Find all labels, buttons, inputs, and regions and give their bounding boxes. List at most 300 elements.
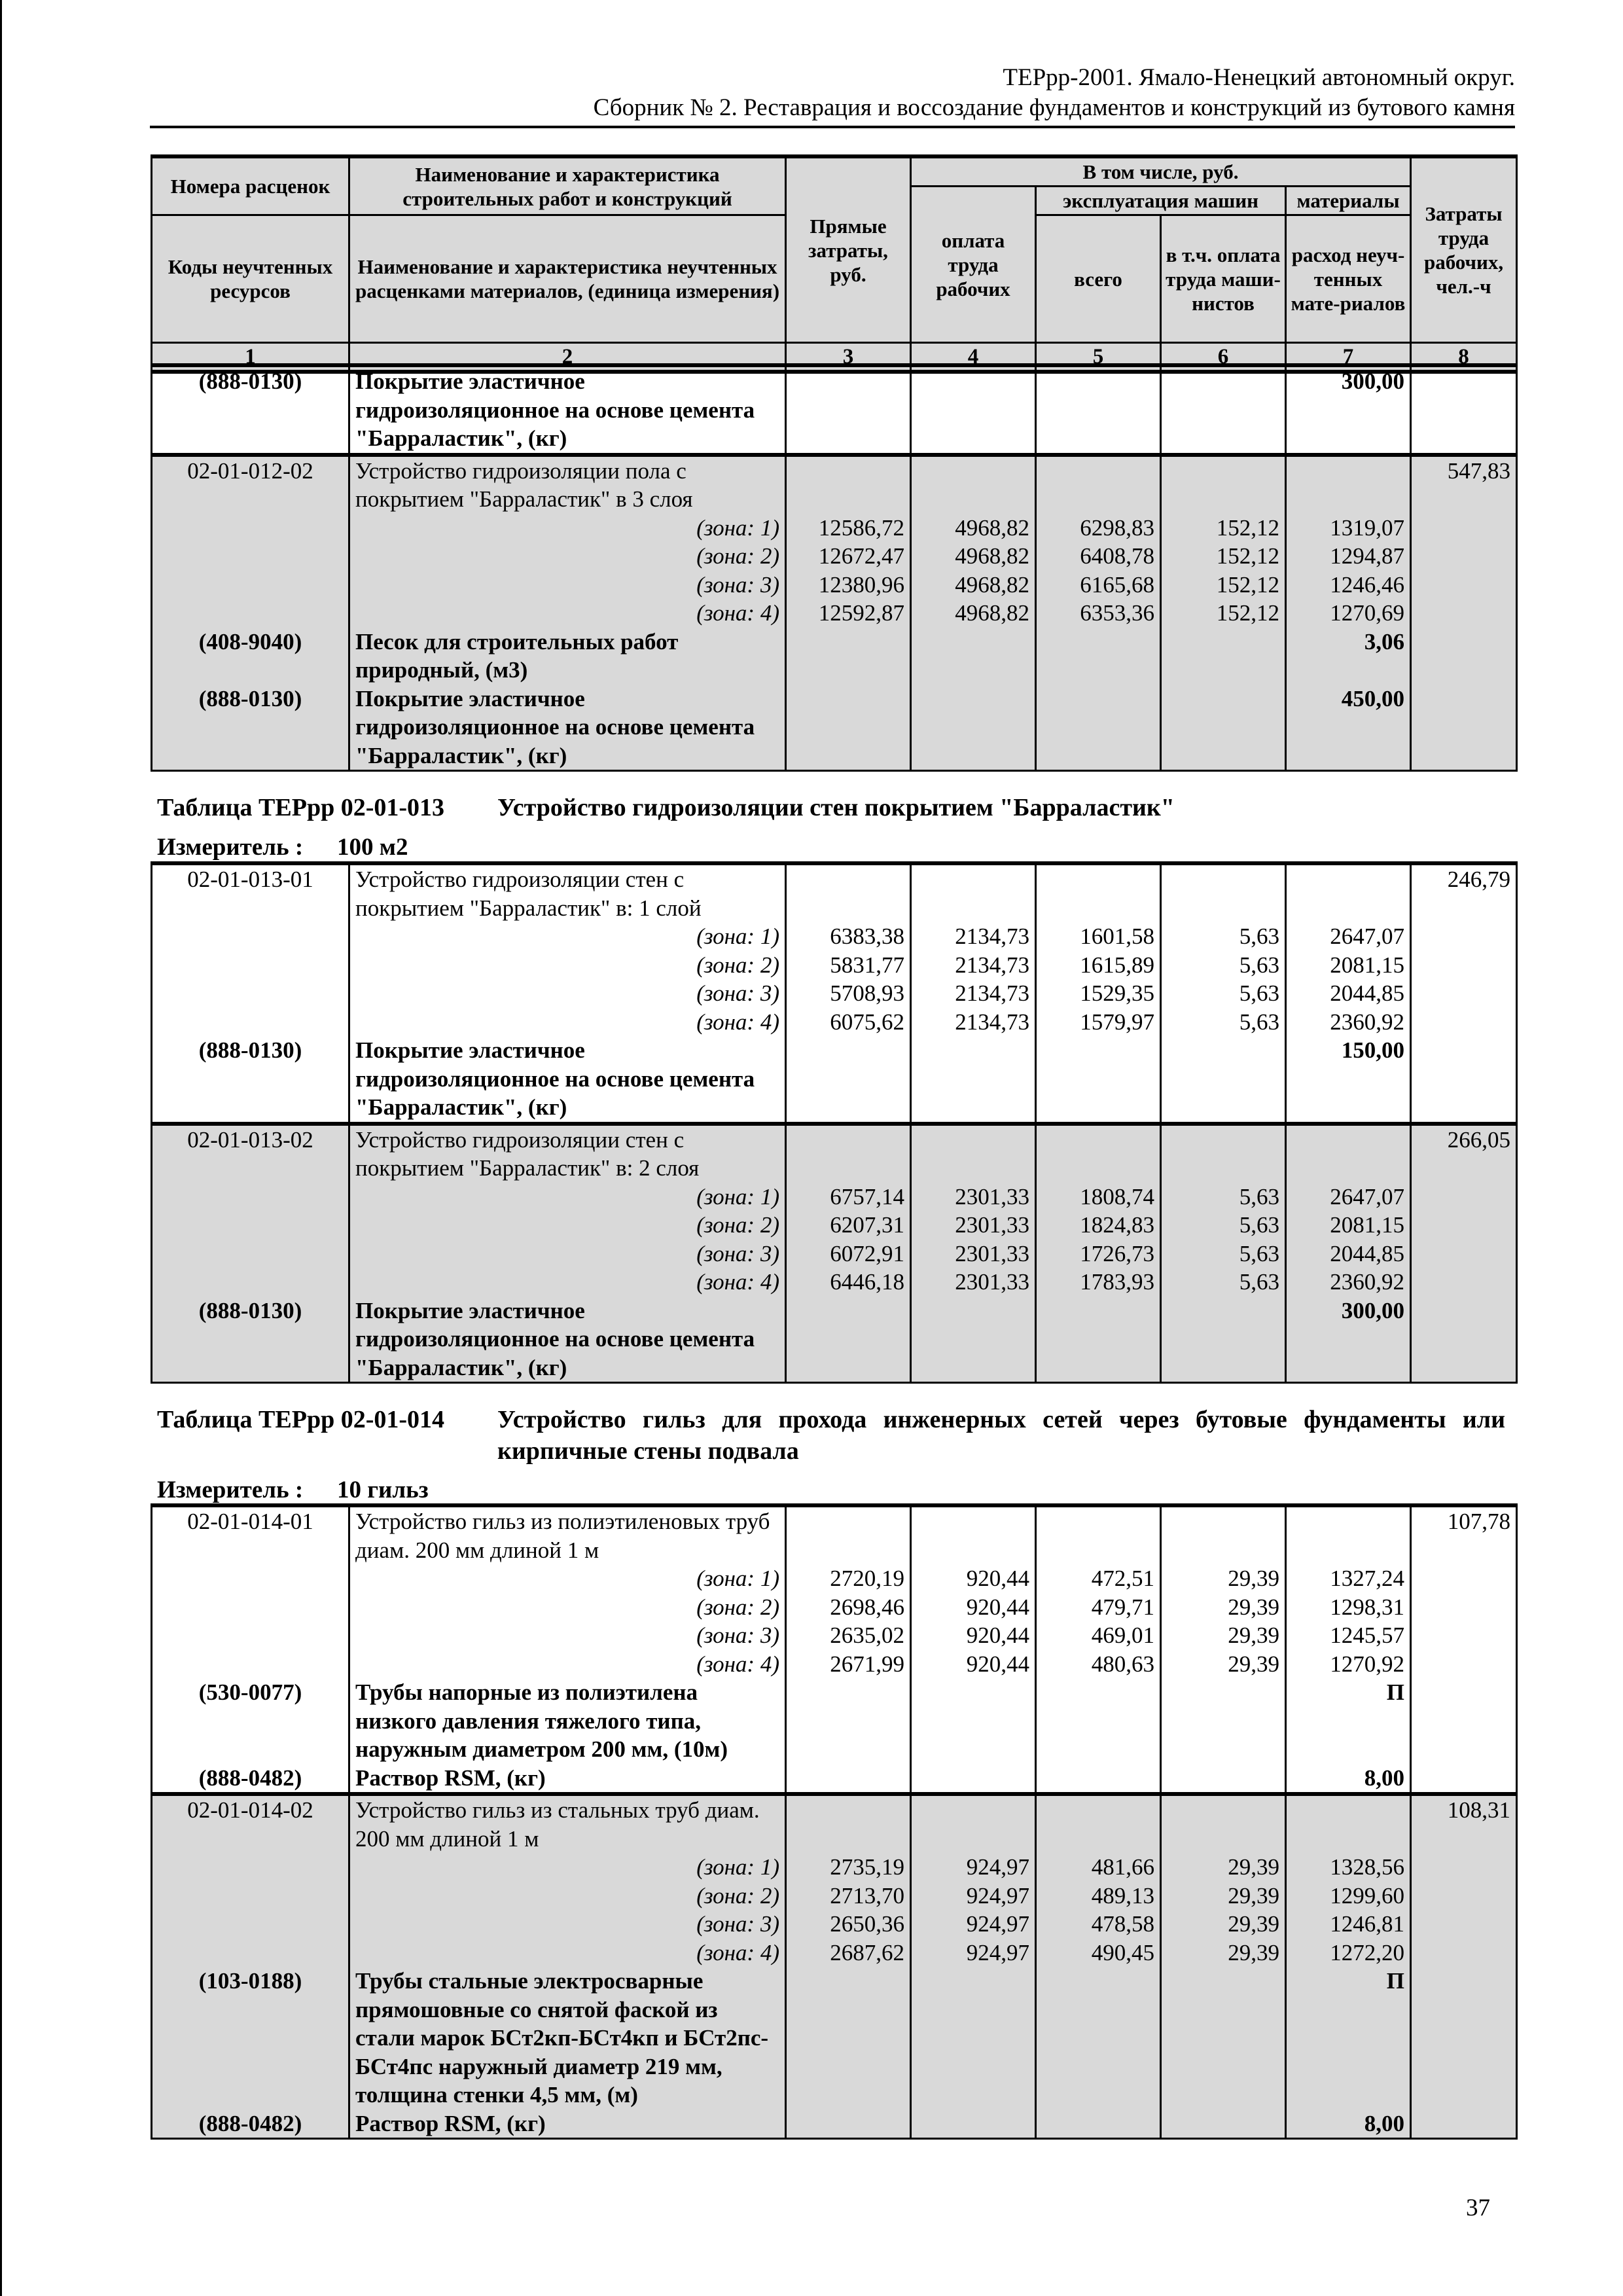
table-cell — [911, 1967, 1036, 2109]
table-cell — [1036, 1967, 1161, 2109]
table-cell: 8,00 — [1286, 2109, 1411, 2139]
table-cell — [1161, 1967, 1286, 2109]
table-cell: 02-01-014-01 — [152, 1505, 349, 1564]
table-cell — [1161, 365, 1286, 455]
table-cell — [1411, 922, 1517, 951]
table-cell — [152, 1268, 349, 1297]
table-cell: Устройство гильз из полиэтиленовых труб диам. 200 мм длиной 1 м — [349, 1505, 786, 1564]
table-cell: 29,39 — [1161, 1939, 1286, 1967]
zone-row — [152, 1593, 1517, 1622]
rate-row — [152, 1794, 1517, 1853]
table-014 — [151, 1503, 1518, 2140]
table-cell: 108,31 — [1411, 1794, 1517, 1853]
table-013-measure: Измеритель : 100 м2 — [157, 834, 408, 861]
rate-row — [152, 863, 1517, 922]
table-cell: 6757,14 — [786, 1183, 911, 1211]
table-cell: (зона: 1) — [349, 1564, 786, 1593]
table-cell: 12592,87 — [786, 599, 911, 628]
table-cell — [1036, 2109, 1161, 2139]
table-cell: 29,39 — [1161, 1853, 1286, 1882]
hdr-num: 1 — [152, 343, 349, 372]
table-cell: 924,97 — [911, 1939, 1036, 1967]
table-cell — [1286, 455, 1411, 514]
table-cell — [1036, 863, 1161, 922]
table-cell: 1824,83 — [1036, 1211, 1161, 1240]
table-014-title: Таблица ТЕРрр 02-01-014 Устройство гильз для прохода инженерных сетей через бутовые фундаменты или кирпичные стены подвала — [157, 1406, 1505, 1465]
table-cell: 29,39 — [1161, 1910, 1286, 1939]
table-cell: 2301,33 — [911, 1183, 1036, 1211]
table-cell — [786, 628, 911, 685]
table-cell — [1411, 1183, 1517, 1211]
table-cell — [152, 599, 349, 628]
table-cell: Устройство гильз из стальных труб диам. 200 мм длиной 1 м — [349, 1794, 786, 1853]
table-cell: 12672,47 — [786, 542, 911, 571]
table-cell: 5,63 — [1161, 1183, 1286, 1211]
hdr-col5: всего — [1036, 215, 1161, 343]
zone-row — [152, 1882, 1517, 1910]
table-cell: (зона: 4) — [349, 1939, 786, 1967]
table-cell — [911, 1794, 1036, 1853]
table-cell: Покрытие эластичное гидроизоляционное на основе цемента "Барраластик", (кг) — [349, 1297, 786, 1383]
table-cell — [911, 1297, 1036, 1383]
table-cell: 266,05 — [1411, 1124, 1517, 1183]
table-cell: 29,39 — [1161, 1593, 1286, 1622]
table-cell — [1411, 1240, 1517, 1268]
table-cell: 479,71 — [1036, 1593, 1161, 1622]
table-cell: 02-01-013-02 — [152, 1124, 349, 1183]
table-cell: 2713,70 — [786, 1882, 911, 1910]
table-cell: 1579,97 — [1036, 1008, 1161, 1037]
table-cell — [1411, 1621, 1517, 1650]
table-cell — [911, 1678, 1036, 1764]
table-cell: 1726,73 — [1036, 1240, 1161, 1268]
table-cell: 5708,93 — [786, 979, 911, 1008]
table-cell: (зона: 2) — [349, 542, 786, 571]
zone-row — [152, 1564, 1517, 1593]
table-cell — [911, 1124, 1036, 1183]
rate-block — [152, 863, 1517, 1124]
zone-row — [152, 542, 1517, 571]
hdr-num: 7 — [1286, 343, 1411, 372]
table-cell: (зона: 2) — [349, 1882, 786, 1910]
hdr-num: 3 — [786, 343, 911, 372]
table-cell — [1411, 1008, 1517, 1037]
table-cell: 1328,56 — [1286, 1853, 1411, 1882]
rate-row — [152, 1505, 1517, 1564]
table-cell — [786, 2109, 911, 2139]
zone-row — [152, 571, 1517, 600]
table-cell: 02-01-012-02 — [152, 455, 349, 514]
rate-block — [152, 455, 1517, 771]
table-cell: (зона: 1) — [349, 514, 786, 543]
table-cell: Устройство гидроизоляции пола с покрытием "Барраластик" в 3 слоя — [349, 455, 786, 514]
zone-row — [152, 1008, 1517, 1037]
rate-block — [152, 1505, 1517, 1794]
table-cell: 6298,83 — [1036, 514, 1161, 543]
table-cell: 29,39 — [1161, 1621, 1286, 1650]
table-cell — [152, 1910, 349, 1939]
table-cell — [911, 2109, 1036, 2139]
table-cell: (зона: 1) — [349, 1183, 786, 1211]
table-cell: 3,06 — [1286, 628, 1411, 685]
table-cell: 920,44 — [911, 1621, 1036, 1650]
table-cell: (103-0188) — [152, 1967, 349, 2109]
table-cell: (888-0130) — [152, 685, 349, 771]
rate-block — [152, 1794, 1517, 2139]
table-cell: 1529,35 — [1036, 979, 1161, 1008]
table-cell: Раствор RSM, (кг) — [349, 2109, 786, 2139]
table-012-continuation — [151, 363, 1518, 772]
table-cell: (зона: 4) — [349, 1268, 786, 1297]
zone-row — [152, 1183, 1517, 1211]
table-cell — [1411, 979, 1517, 1008]
table-cell: 2735,19 — [786, 1853, 911, 1882]
zone-row — [152, 599, 1517, 628]
table-cell: 6072,91 — [786, 1240, 911, 1268]
hdr-col3: Прямые затраты, руб. — [786, 156, 911, 343]
table-cell — [786, 455, 911, 514]
table-cell — [1411, 1910, 1517, 1939]
table-cell: (зона: 2) — [349, 1593, 786, 1622]
table-cell — [786, 1505, 911, 1564]
table-cell — [152, 1882, 349, 1910]
table-cell: 1272,20 — [1286, 1939, 1411, 1967]
table-cell: 300,00 — [1286, 1297, 1411, 1383]
resource-row — [152, 1967, 1517, 2109]
table-cell — [1411, 1564, 1517, 1593]
hdr-group: В том числе, руб. — [911, 156, 1411, 187]
table-cell — [1161, 685, 1286, 771]
table-cell: 1294,87 — [1286, 542, 1411, 571]
table-cell — [1411, 1650, 1517, 1679]
table-cell — [1411, 1764, 1517, 1795]
table-cell — [1036, 1505, 1161, 1564]
table-cell — [1161, 1678, 1286, 1764]
table-cell: 920,44 — [911, 1564, 1036, 1593]
table-cell: (зона: 1) — [349, 1853, 786, 1882]
table-cell: 920,44 — [911, 1593, 1036, 1622]
table-cell — [1411, 542, 1517, 571]
table-cell: П — [1286, 1967, 1411, 2109]
page-number: 37 — [1466, 2195, 1490, 2221]
zone-row — [152, 1939, 1517, 1967]
rate-row — [152, 455, 1517, 514]
rate-block — [152, 1124, 1517, 1383]
table-cell — [152, 1939, 349, 1967]
table-cell — [1411, 365, 1517, 455]
table-cell: 2134,73 — [911, 979, 1036, 1008]
table-cell: (888-0482) — [152, 1764, 349, 1795]
table-cell — [1411, 1211, 1517, 1240]
table-cell: 5831,77 — [786, 951, 911, 980]
table-cell — [152, 1211, 349, 1240]
table-cell — [1286, 1794, 1411, 1853]
table-cell: 1299,60 — [1286, 1882, 1411, 1910]
resource-row — [152, 1036, 1517, 1124]
resource-row — [152, 1297, 1517, 1383]
table-cell: 1319,07 — [1286, 514, 1411, 543]
table-cell — [911, 1505, 1036, 1564]
table-cell: Покрытие эластичное гидроизоляционное на основе цемента "Барраластик", (кг) — [349, 365, 786, 455]
table-cell: 1783,93 — [1036, 1268, 1161, 1297]
resource-row — [152, 685, 1517, 771]
zone-row — [152, 1240, 1517, 1268]
table-cell: Песок для строительных работ природный, (м3) — [349, 628, 786, 685]
table-013-title: Таблица ТЕРрр 02-01-013 Устройство гидроизоляции стен покрытием "Барраластик" — [157, 794, 1175, 821]
table-part — [152, 156, 1517, 187]
table-cell: (888-0482) — [152, 2109, 349, 2139]
table-cell — [1161, 1297, 1286, 1383]
table-cell — [1411, 571, 1517, 600]
table-cell — [152, 1240, 349, 1268]
table-cell — [152, 571, 349, 600]
table-cell: 6383,38 — [786, 922, 911, 951]
table-cell: (зона: 2) — [349, 951, 786, 980]
table-cell — [1411, 628, 1517, 685]
table-cell — [1161, 455, 1286, 514]
table-cell — [786, 1967, 911, 2109]
hdr-col1-top: Номера расценок — [152, 156, 349, 215]
table-cell — [911, 863, 1036, 922]
table-cell: 152,12 — [1161, 571, 1286, 600]
hdr-num: 4 — [911, 343, 1036, 372]
table-cell — [1161, 1794, 1286, 1853]
hdr-col2-bottom: Наименование и характеристика неучтенных расценками материалов, (единица измерения) — [349, 215, 786, 343]
table-cell: (зона: 3) — [349, 1621, 786, 1650]
table-cell — [786, 1764, 911, 1795]
hdr-num: 2 — [349, 343, 786, 372]
table-cell: 6353,36 — [1036, 599, 1161, 628]
table-cell: (зона: 3) — [349, 1910, 786, 1939]
table-cell: (зона: 3) — [349, 979, 786, 1008]
table-cell — [1411, 1593, 1517, 1622]
table-cell: Трубы напорные из полиэтилена низкого давления тяжелого типа, наружным диаметром 200 мм, (10м) — [349, 1678, 786, 1764]
table-cell: 152,12 — [1161, 599, 1286, 628]
table-cell — [1161, 863, 1286, 922]
table-cell: 1327,24 — [1286, 1564, 1411, 1593]
hdr-materials: материалы — [1286, 187, 1411, 215]
table-cell: 4968,82 — [911, 599, 1036, 628]
table-cell: 1245,57 — [1286, 1621, 1411, 1650]
table-cell: (зона: 3) — [349, 1240, 786, 1268]
zone-row — [152, 1910, 1517, 1939]
table-cell — [1036, 1124, 1161, 1183]
hdr-machines: эксплуатация машин — [1036, 187, 1286, 215]
table-cell: 12586,72 — [786, 514, 911, 543]
table-cell — [911, 1036, 1036, 1124]
table-cell — [1036, 1794, 1161, 1853]
hdr-col7: расход неуч-тенных мате-риалов — [1286, 215, 1411, 343]
table-cell — [152, 951, 349, 980]
table-014-measure: Измеритель : 10 гильз — [157, 1477, 429, 1503]
zone-row — [152, 922, 1517, 951]
zone-row — [152, 951, 1517, 980]
table-cell: (888-0130) — [152, 1036, 349, 1124]
zone-row — [152, 979, 1517, 1008]
table-cell — [1411, 1939, 1517, 1967]
table-cell: 478,58 — [1036, 1910, 1161, 1939]
table-cell: 29,39 — [1161, 1564, 1286, 1593]
table-cell: 1270,69 — [1286, 599, 1411, 628]
table-cell: Покрытие эластичное гидроизоляционное на основе цемента "Барраластик", (кг) — [349, 1036, 786, 1124]
table-cell: 450,00 — [1286, 685, 1411, 771]
table-cell: 1246,81 — [1286, 1910, 1411, 1939]
table-cell: 480,63 — [1036, 1650, 1161, 1679]
table-part — [152, 156, 1517, 372]
table-cell: (888-0130) — [152, 365, 349, 455]
table-cell — [1411, 951, 1517, 980]
table-cell: 1270,92 — [1286, 1650, 1411, 1679]
table-cell: 152,12 — [1161, 542, 1286, 571]
table-cell: 2134,73 — [911, 951, 1036, 980]
table-cell: Устройство гидроизоляции стен с покрытием "Барраластик" в: 2 слоя — [349, 1124, 786, 1183]
resource-row — [152, 2109, 1517, 2139]
table-cell: 246,79 — [1411, 863, 1517, 922]
table-cell — [1286, 1505, 1411, 1564]
table-cell: 2647,07 — [1286, 1183, 1411, 1211]
table-cell — [1036, 365, 1161, 455]
table-cell: 924,97 — [911, 1853, 1036, 1882]
table-cell — [1161, 2109, 1286, 2139]
table-cell — [152, 1564, 349, 1593]
table-cell — [786, 863, 911, 922]
table-cell — [1036, 685, 1161, 771]
table-cell — [911, 685, 1036, 771]
table-cell: (зона: 4) — [349, 599, 786, 628]
resource-row — [152, 628, 1517, 685]
table-cell: П — [1286, 1678, 1411, 1764]
table-cell: 1615,89 — [1036, 951, 1161, 980]
table-cell: (зона: 4) — [349, 1650, 786, 1679]
running-head-line2: Сборник № 2. Реставрация и воссоздание фундаментов и конструкций из бутового камня — [593, 94, 1515, 121]
table-cell: 2720,19 — [786, 1564, 911, 1593]
table-cell: Трубы стальные электросварные прямошовные со снятой фаской из стали марок БСт2кп-БСт4кп и БСт2пс-БСт4пс наружный диаметр 219 мм, толщина стенки 4,5 мм, (м) — [349, 1967, 786, 2109]
table-cell: (зона: 2) — [349, 1211, 786, 1240]
table-cell: 2647,07 — [1286, 922, 1411, 951]
table-cell — [1036, 1297, 1161, 1383]
table-cell: Устройство гидроизоляции стен с покрытием "Барраластик" в: 1 слой — [349, 863, 786, 922]
rate-row — [152, 1124, 1517, 1183]
table-cell — [911, 365, 1036, 455]
table-cell — [1411, 1268, 1517, 1297]
table-cell: 2301,33 — [911, 1268, 1036, 1297]
table-cell: Покрытие эластичное гидроизоляционное на основе цемента "Барраластик", (кг) — [349, 685, 786, 771]
table-cell: (408-9040) — [152, 628, 349, 685]
table-013 — [151, 861, 1518, 1384]
table-cell — [786, 1036, 911, 1124]
table-cell — [1036, 1678, 1161, 1764]
running-head-line1: ТЕРрр-2001. Ямало-Ненецкий автономный округ. — [1003, 64, 1515, 91]
table-cell: 6075,62 — [786, 1008, 911, 1037]
page-edge — [0, 0, 2, 2296]
table-cell — [152, 514, 349, 543]
table-cell — [786, 685, 911, 771]
table-cell: 924,97 — [911, 1882, 1036, 1910]
table-cell — [786, 1124, 911, 1183]
table-cell: 490,45 — [1036, 1939, 1161, 1967]
resource-block — [152, 365, 1517, 455]
table-cell: 2134,73 — [911, 1008, 1036, 1037]
table-cell: 02-01-014-02 — [152, 1794, 349, 1853]
table-cell — [1411, 514, 1517, 543]
table-cell: 5,63 — [1161, 1008, 1286, 1037]
table-cell — [911, 455, 1036, 514]
table-cell — [1036, 455, 1161, 514]
header-rule — [150, 126, 1515, 128]
table-cell — [1411, 599, 1517, 628]
column-header — [151, 154, 1518, 374]
zone-row — [152, 514, 1517, 543]
table-cell: 5,63 — [1161, 951, 1286, 980]
resource-row — [152, 365, 1517, 455]
table-cell: 1601,58 — [1036, 922, 1161, 951]
table-cell: 920,44 — [911, 1650, 1036, 1679]
table-cell: 489,13 — [1036, 1882, 1161, 1910]
table-cell — [1411, 1297, 1517, 1383]
table-cell — [786, 1794, 911, 1853]
table-cell: 4968,82 — [911, 571, 1036, 600]
table-cell: 2134,73 — [911, 922, 1036, 951]
resource-row — [152, 1678, 1517, 1764]
table-cell: 5,63 — [1161, 979, 1286, 1008]
table-cell: 5,63 — [1161, 1240, 1286, 1268]
table-cell: 107,78 — [1411, 1505, 1517, 1564]
table-cell — [1411, 2109, 1517, 2139]
table-cell: 4968,82 — [911, 514, 1036, 543]
hdr-num: 6 — [1161, 343, 1286, 372]
table-cell: 12380,96 — [786, 571, 911, 600]
table-cell: 5,63 — [1161, 1211, 1286, 1240]
table-cell: 5,63 — [1161, 922, 1286, 951]
table-cell — [1036, 628, 1161, 685]
table-cell — [1411, 1036, 1517, 1124]
table-cell: 2671,99 — [786, 1650, 911, 1679]
table-cell — [911, 628, 1036, 685]
table-cell — [152, 1621, 349, 1650]
table-cell — [152, 979, 349, 1008]
table-cell: (888-0130) — [152, 1297, 349, 1383]
table-cell — [1411, 1678, 1517, 1764]
table-cell: 150,00 — [1286, 1036, 1411, 1124]
table-cell: 2635,02 — [786, 1621, 911, 1650]
hdr-col2-top: Наименование и характеристика строительных работ и конструкций — [349, 156, 786, 215]
zone-row — [152, 1268, 1517, 1297]
table-cell — [786, 365, 911, 455]
table-cell — [152, 1008, 349, 1037]
table-cell: 2687,62 — [786, 1939, 911, 1967]
table-cell — [911, 1764, 1036, 1795]
table-cell: 1246,46 — [1286, 571, 1411, 600]
table-cell — [1411, 1967, 1517, 2109]
table-cell: 2301,33 — [911, 1240, 1036, 1268]
table-cell: 469,01 — [1036, 1621, 1161, 1650]
table-cell — [152, 1183, 349, 1211]
table-cell: 1298,31 — [1286, 1593, 1411, 1622]
running-head — [150, 63, 1515, 128]
zone-row — [152, 1853, 1517, 1882]
table-cell: 547,83 — [1411, 455, 1517, 514]
table-cell: 1808,74 — [1036, 1183, 1161, 1211]
table-cell: 02-01-013-01 — [152, 863, 349, 922]
hdr-col1-bottom: Коды неучтенных ресурсов — [152, 215, 349, 343]
table-cell: 2698,46 — [786, 1593, 911, 1622]
table-cell: 2081,15 — [1286, 951, 1411, 980]
table-cell: 29,39 — [1161, 1882, 1286, 1910]
table-cell: 472,51 — [1036, 1564, 1161, 1593]
table-cell: 300,00 — [1286, 365, 1411, 455]
table-cell: 924,97 — [911, 1910, 1036, 1939]
table-cell — [1161, 1124, 1286, 1183]
